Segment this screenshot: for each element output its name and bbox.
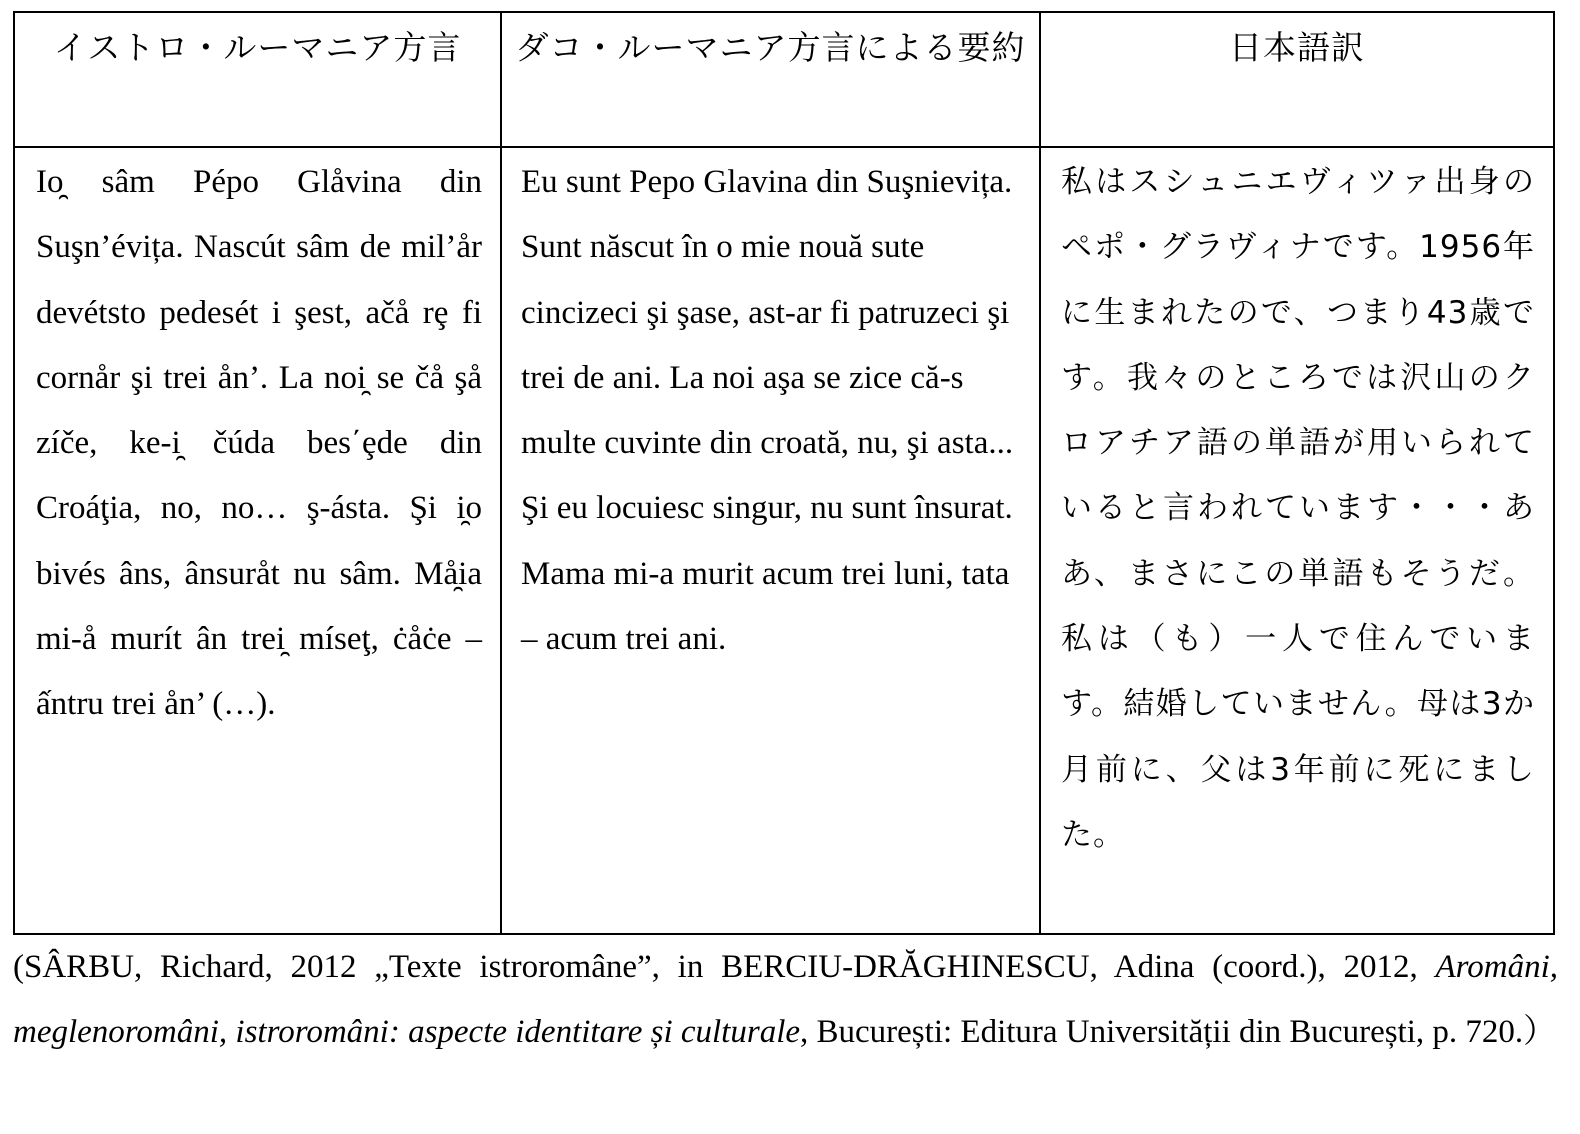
- header-istro-romanian: イストロ・ルーマニア方言: [14, 12, 501, 147]
- japanese-cell: [1040, 147, 1554, 934]
- citation-book-title: Aromâni, meglenoromâni, istroromâni: aspecte identitare și culturale: [13, 949, 1558, 1050]
- source-citation: [13, 935, 1558, 1065]
- citation-part2: , București: Editura Universității din București, p. 720.）: [800, 1014, 1557, 1050]
- daco-romanian-text: Eu sunt Pepo Glavina din Suşnievița. Sunt născut în o mie nouă sute cincizeci şi şase, ast-ar fi patruzeci şi trei de ani. La noi aşa se zice că-s multe cuvinte din croată, nu, şi asta... Şi eu locuiesc singur, nu sunt însurat. Mama mi-a murit acum trei luni, tata – acum trei ani.: [521, 164, 1014, 658]
- japanese-text: 私はスシュニエヴィツァ出身のペポ・グラヴィナです。1956年に生まれたので、つまり43歳です。我々のところでは沢山のクロアチア語の単語が用いられていると言われています・・・ああ、まさにこの単語もそうだ。私は（も）一人で住んでいます。結婚していません。母は3か月前に、父は3年前に死にました。: [1061, 164, 1535, 853]
- citation-part1: (SÂRBU, Richard, 2012 „Texte istroromâne”, in BERCIU-DRĂGHINESCU, Adina (coord.), 2012,: [13, 949, 1436, 985]
- header-japanese-translation: 日本語訳: [1040, 12, 1554, 147]
- header-daco-romanian-summary: ダコ・ルーマニア方言による要約: [501, 12, 1040, 147]
- table-row: [14, 147, 1554, 934]
- istro-romanian-cell: [14, 147, 501, 934]
- dialect-comparison-table: [13, 11, 1555, 935]
- daco-romanian-cell: [501, 147, 1040, 934]
- table-header-row: [14, 12, 1554, 147]
- istro-romanian-text: Io̯ sâm Pépo Glåvina din Suşn’évița. Nascút sâm de mil’år devétsto pedesét i şest, ačå rȩ fi cornår şi trei ån’. La noi̯ se čå şå zíče, ke-i̯ čúda bes΄ȩde din Croáţia, no, no… ş-ásta. Şi i̯o bivés âns, ânsuråt nu sâm. Må̯ia mi-å murít ân trei̯ míseţ, ċåċe – ấntru trei ån’ (…).: [36, 164, 482, 723]
